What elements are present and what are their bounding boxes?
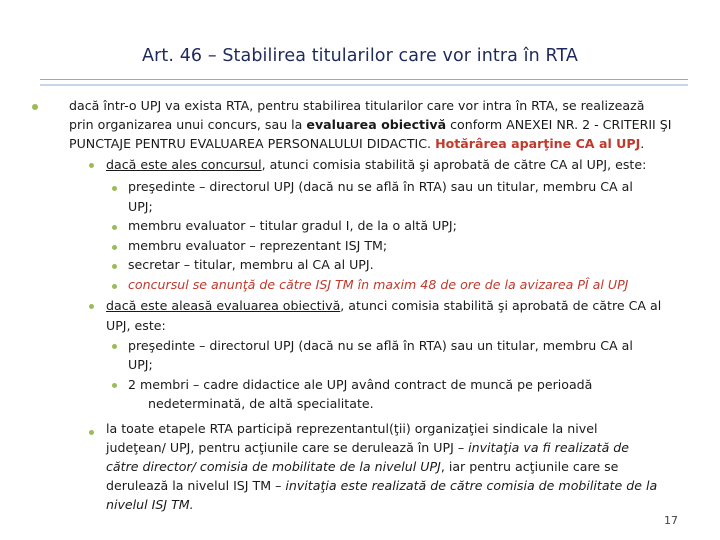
intro-line-2: prin organizarea unui concurs, sau la evaluarea obiectivă conform ANEXEI NR. 2 - CRITERII ŞI (69, 117, 672, 132)
bullet-icon (89, 304, 94, 309)
bullet-icon (112, 344, 117, 349)
intro-line-3: PUNCTAJE PENTRU EVALUAREA PERSONALULUI DIDACTIC. Hotărârea aparţine CA al UPJ. (69, 136, 645, 151)
bullet-icon (89, 430, 94, 435)
evaluare-item-1: preşedinte – directorul UPJ (dacă nu se află în RTA) sau un titular, membru CA al (128, 338, 633, 353)
evaluare-line-2: UPJ, este: (106, 318, 166, 333)
sindicat-line-4: derulează la nivelul ISJ TM – invitaţia este realizată de către comisia de mobilitate de la (106, 478, 658, 493)
bullet-icon (112, 383, 117, 388)
bullet-icon (112, 225, 117, 230)
page-number: 17 (664, 514, 678, 527)
concurs-item-3: membru evaluator – reprezentant ISJ TM; (128, 238, 388, 253)
bullet-icon (32, 104, 38, 110)
sindicat-line-1: la toate etapele RTA participă reprezentantul(ţii) organizaţiei sindicale la nivel (106, 421, 598, 436)
bullet-icon (89, 163, 94, 168)
bullet-icon (112, 264, 117, 269)
sindicat-line-2: judeţean/ UPJ, pentru acţiunile care se derulează în UPJ – invitaţia va fi realizată de (106, 440, 630, 455)
intro-line-1: dacă într-o UPJ va exista RTA, pentru stabilirea titularilor care vor intra în RTA, se realizează (69, 98, 645, 113)
evaluare-line-1: dacă este aleasă evaluarea obiectivă, atunci comisia stabilită şi aprobată de către CA al (106, 298, 662, 313)
sindicat-line-5: nivelul ISJ TM. (106, 497, 194, 512)
sindicat-line-3: către director/ comisia de mobilitate de la nivelul UPJ, iar pentru acţiunile care se (106, 459, 619, 474)
bullet-icon (112, 245, 117, 250)
evaluare-item-2-cont: nedeterminată, de altă specialitate. (148, 396, 374, 411)
slide-title: Art. 46 – Stabilirea titularilor care vor intra în RTA (142, 46, 578, 66)
bullet-icon (112, 186, 117, 191)
concurs-item-2: membru evaluator – titular gradul I, de la o altă UPJ; (128, 218, 457, 233)
concurs-item-4: secretar – titular, membru al CA al UPJ. (128, 257, 374, 272)
concurs-line-1: dacă este ales concursul, atunci comisia stabilită şi aprobată de către CA al UPJ, este: (106, 157, 647, 172)
concurs-item-5: concursul se anunţă de către ISJ TM în maxim 48 de ore de la avizarea PÎ al UPJ (128, 277, 629, 292)
evaluare-item-2: 2 membri – cadre didactice ale UPJ având contract de muncă pe perioadă (128, 377, 593, 392)
bullet-icon (112, 284, 117, 289)
evaluare-item-1-cont: UPJ; (128, 357, 153, 372)
concurs-item-1: preşedinte – directorul UPJ (dacă nu se află în RTA) sau un titular, membru CA al (128, 179, 633, 194)
concurs-item-1-cont: UPJ; (128, 199, 153, 214)
